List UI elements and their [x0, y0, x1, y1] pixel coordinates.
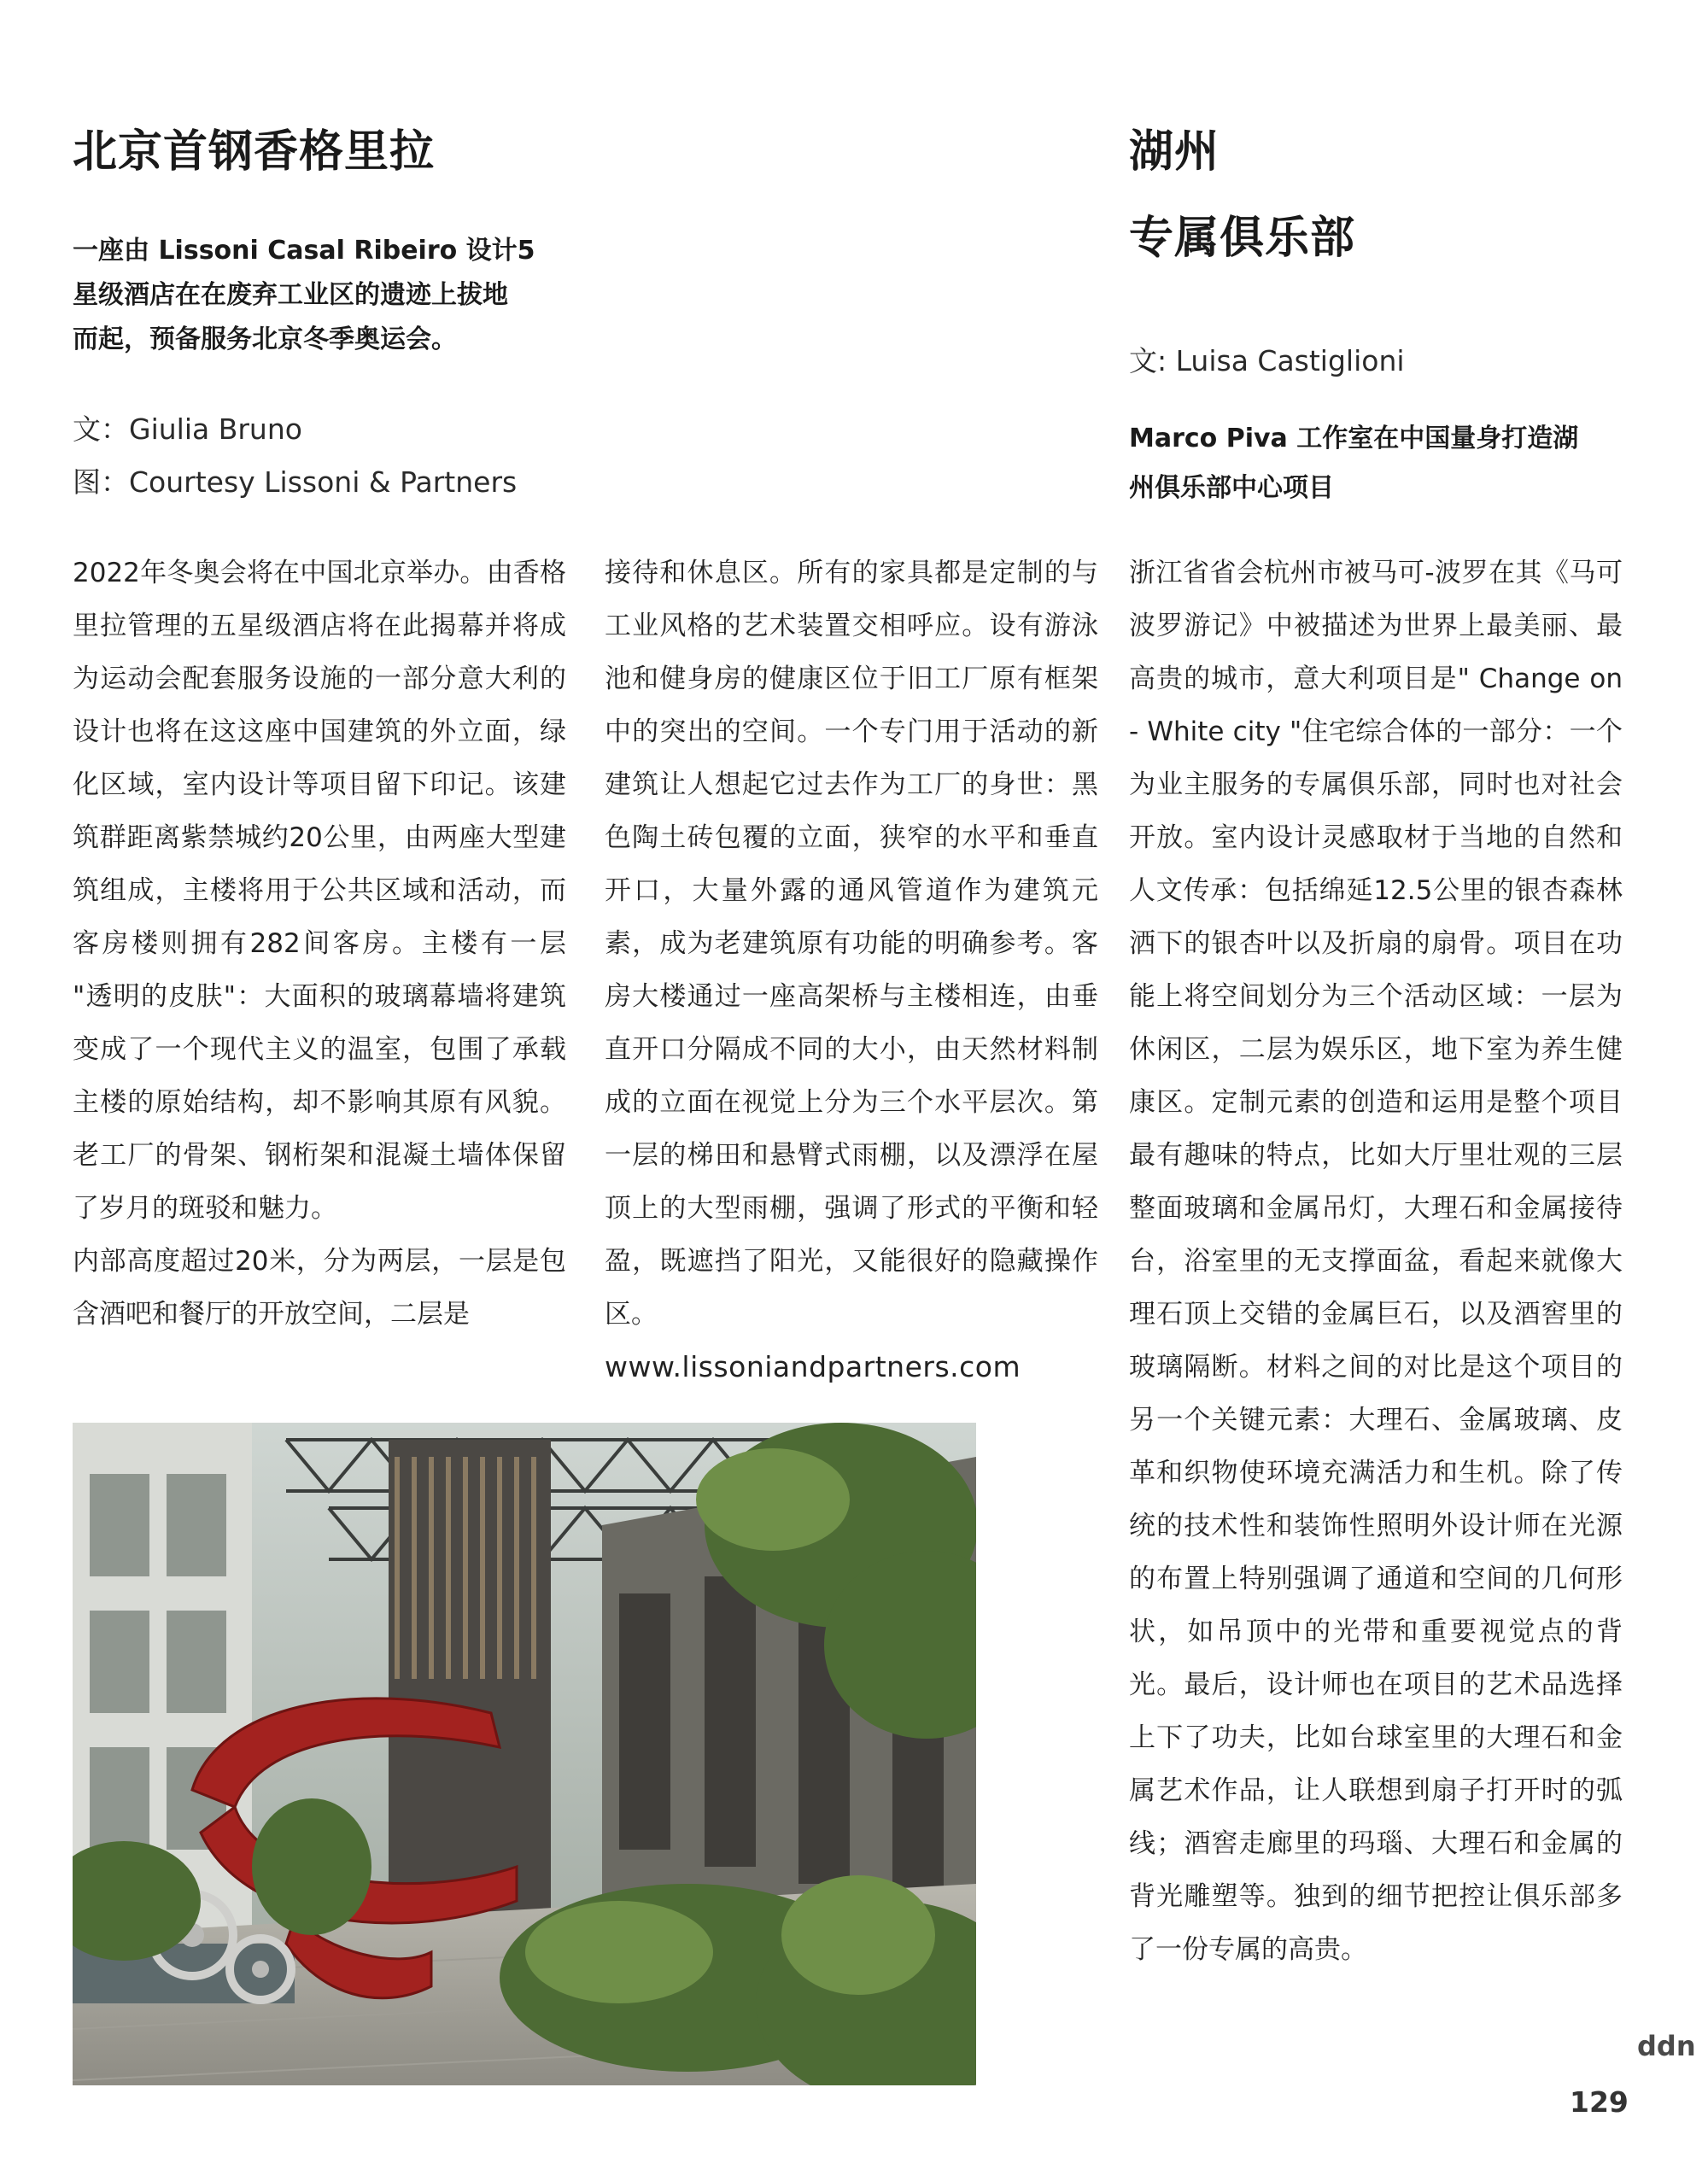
- body-paragraph: 2022年冬奥会将在中国北京举办。由香格里拉管理的五星级酒店将在此揭幕并将成为运动会配套服务设施的一部分意大利的设计也将在这这座中国建筑的外立面，绿化区域，室内设计等项目留下印记。该建筑群距离紫禁城约20公里，由两座大型建筑组成，主楼将用于公共区域和活动，而客房楼则拥有282间客房。主楼有一层 "透明的皮肤"：大面积的玻璃幕墙将建筑变成了一个现代主义的温室，包围了承载主楼的原始结构，却不影响其原有风貌。老工厂的骨架、钢桁架和混凝土墙体保留了岁月的斑驳和魅力。: [73, 558, 566, 1224]
- left-article-column-2: [605, 547, 1098, 1394]
- page-number: 129: [1570, 2085, 1629, 2119]
- deck-line: 州俱乐部中心项目: [1129, 473, 1334, 503]
- body-paragraph: 内部高度超过20米，分为两层，一层是包含酒吧和餐厅的开放空间，二层是: [73, 1246, 566, 1330]
- left-article-photo-credit: 图：Courtesy Lissoni & Partners: [73, 465, 518, 499]
- deck-line: 一座由 Lissoni Casal Ribeiro 设计5: [73, 236, 535, 266]
- hotel-atrium-photo: [73, 1423, 976, 2085]
- right-article-deck: [1129, 414, 1641, 513]
- deck-line: 星级酒店在在废弃工业区的遗迹上拔地: [73, 280, 508, 310]
- magazine-logo: ddn: [1637, 2030, 1696, 2062]
- right-article-title-line-1: 湖州: [1129, 126, 1220, 178]
- body-paragraph: 浙江省省会杭州市被马可-波罗在其《马可波罗游记》中被描述为世界上最美丽、最高贵的城市，意大利项目是" Change on - White city "住宅综合体的一部分：一个为业主服务的专属俱乐部，同时也对社会开放。室内设计灵感取材于当地的自然和人文传承：包括绵延12.5公里的银杏森林洒下的银杏叶以及折扇的扇骨。项目在功能上将空间划分为三个活动区域：一层为休闲区，二层为娱乐区，地下室为养生健康区。定制元素的创造和运用是整个项目最有趣味的特点，比如大厅里壮观的三层整面玻璃和金属吊灯，大理石和金属接待台，浴室里的无支撑面盆，看起来就像大理石顶上交错的金属巨石，以及酒窖里的玻璃隔断。材料之间的对比是这个项目的另一个关键元素：大理石、金属玻璃、皮革和织物使环境充满活力和生机。除了传统的技术性和装饰性照明外设计师在光源的布置上特别强调了通道和空间的几何形状，如吊顶中的光带和重要视觉点的背光。最后，设计师也在项目的艺术品选择上下了功夫，比如台球室里的大理石和金属艺术作品，让人联想到扇子打开时的弧线；酒窖走廊里的玛瑙、大理石和金属的背光雕塑等。独到的细节把控让俱乐部多了一份专属的高贵。: [1129, 558, 1623, 1965]
- deck-line: 而起，预备服务北京冬季奥运会。: [73, 325, 457, 354]
- right-article-author: 文: Luisa Castiglioni: [1129, 344, 1405, 377]
- body-paragraph: 接待和休息区。所有的家具都是定制的与工业风格的艺术装置交相呼应。设有游泳池和健身房的健康区位于旧工厂原有框架中的突出的空间。一个专门用于活动的新建筑让人想起它过去作为工厂的身世：黑色陶土砖包覆的立面，狭窄的水平和垂直开口，大量外露的通风管道作为建筑元素，成为老建筑原有功能的明确参考。客房大楼通过一座高架桥与主楼相连，由垂直开口分隔成不同的大小，由天然材料制成的立面在视觉上分为三个水平层次。第一层的梯田和悬臂式雨棚，以及漂浮在屋顶上的大型雨棚，强调了形式的平衡和轻盈，既遮挡了阳光，又能很好的隐藏操作区。: [605, 558, 1098, 1330]
- left-article-title: 北京首钢香格里拉: [73, 126, 436, 178]
- atrium-illustration: [73, 1423, 976, 2085]
- right-article-column: [1129, 547, 1623, 1976]
- left-article-column-1: [73, 547, 566, 1341]
- website-link[interactable]: www.lissoniandpartners.com: [605, 1350, 1021, 1383]
- deck-line: Marco Piva 工作室在中国量身打造湖: [1129, 424, 1579, 453]
- right-article-title-line-2: 专属俱乐部: [1129, 213, 1356, 264]
- left-article-author: 文：Giulia Bruno: [73, 412, 302, 446]
- left-article-deck: [73, 229, 585, 362]
